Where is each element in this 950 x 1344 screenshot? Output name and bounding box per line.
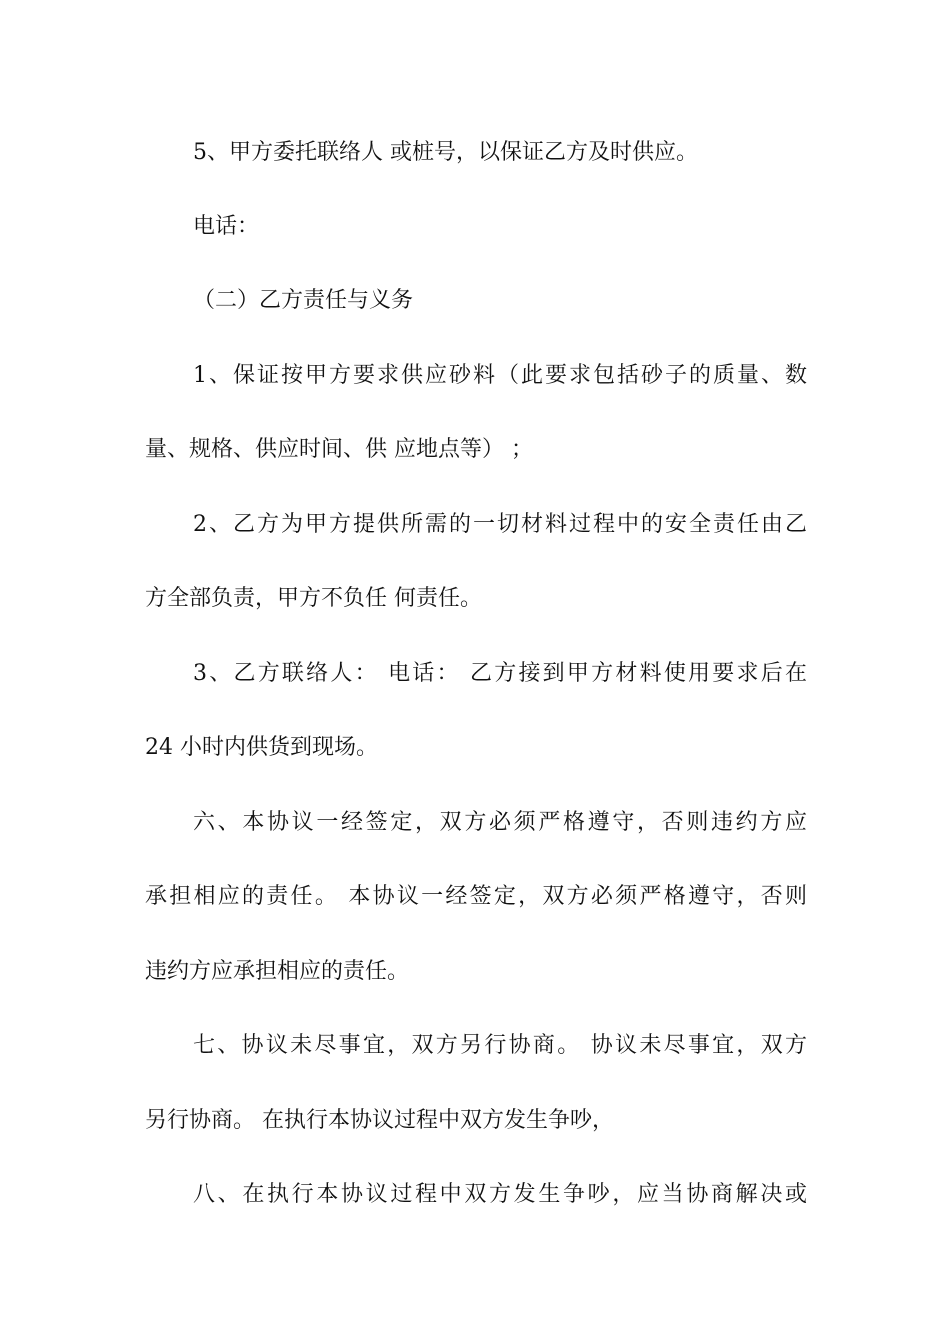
paragraph-line: 5、甲方委托联络人 或桩号，以保证乙方及时供应。 (193, 140, 698, 165)
paragraph-line: 2、乙方为甲方提供所需的一切材料过程中的安全责任由乙 (193, 512, 807, 537)
paragraph-line: 3、乙方联络人： 电话： 乙方接到甲方材料使用要求后在 (193, 661, 807, 686)
paragraph-line: 七、协议未尽事宜，双方另行协商。 协议未尽事宜，双方 (193, 1033, 807, 1058)
paragraph-line: 1、保证按甲方要求供应砂料（此要求包括砂子的质量、数 (193, 363, 807, 388)
paragraph-line: 方全部负责，甲方不负任 何责任。 (145, 586, 482, 611)
paragraph-line: 八、在执行本协议过程中双方发生争吵，应当协商解决或 (193, 1182, 807, 1207)
paragraph-line: 承担相应的责任。 本协议一经签定，双方必须严格遵守，否则 (145, 884, 807, 909)
paragraph-line: 24 小时内供货到现场。 (145, 735, 378, 760)
paragraph-line: 电话： (193, 214, 260, 239)
paragraph-line: 违约方应承担相应的责任。 (145, 959, 410, 984)
paragraph-line: 六、本协议一经签定，双方必须严格遵守，否则违约方应 (193, 810, 807, 835)
paragraph-line: 量、规格、供应时间、供 应地点等） ； (145, 437, 533, 462)
paragraph-line: 另行协商。 在执行本协议过程中双方发生争吵， (145, 1108, 614, 1133)
section-heading: （二）乙方责任与义务 (193, 288, 414, 313)
